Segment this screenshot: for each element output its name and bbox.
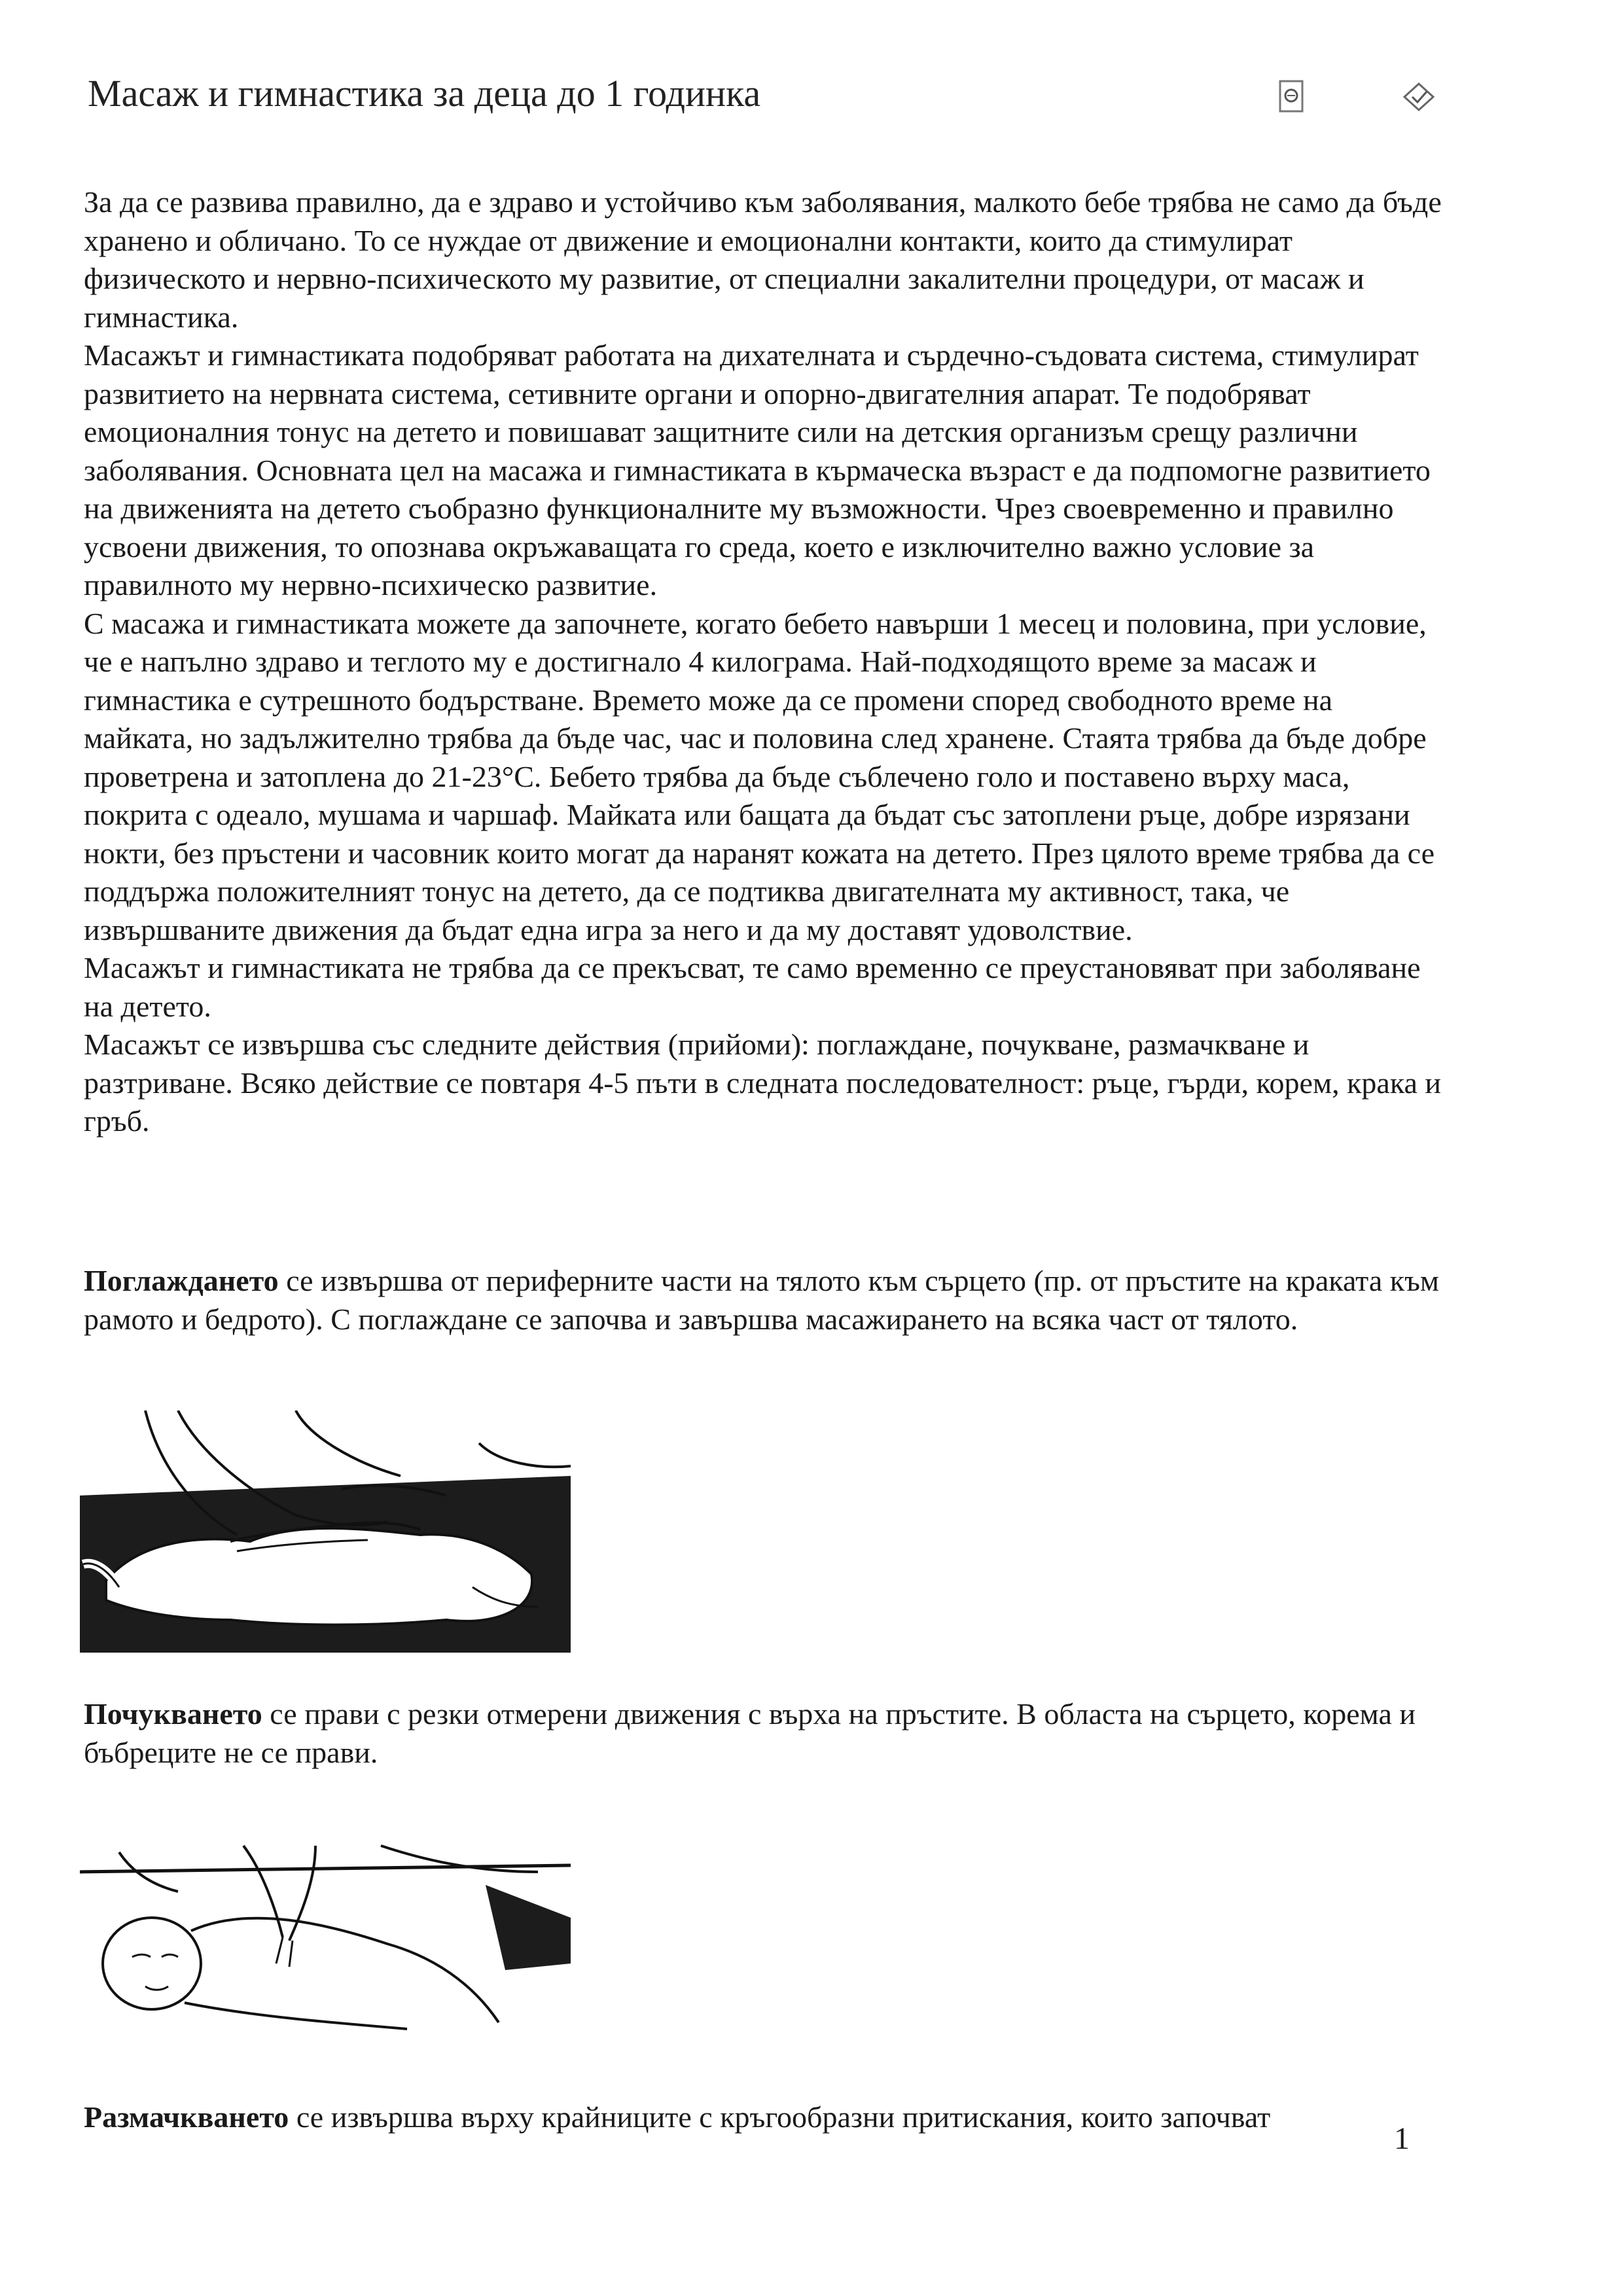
section-term: Поглаждането	[84, 1264, 279, 1297]
paragraph: Масажът и гимнастиката не трябва да се прекъсват, те само временно се преустановяват при заболяване на детето.	[84, 951, 1421, 1023]
page-title: Масаж и гимнастика за деца до 1 годинка	[88, 72, 761, 115]
stamp-mark-icon	[1399, 77, 1438, 120]
section-text: се извършва от периферните части на тялото към сърцето (пр. от пръстите на краката към рамото и бедрото). С поглаждане се започва и завършва масажирането на всяка част от тялото.	[84, 1264, 1440, 1336]
section-term: Почукването	[84, 1697, 262, 1731]
stroking-illustration	[80, 1410, 571, 1656]
paragraph: Масажът и гимнастиката подобряват работата на дихателната и сърдечно-съдовата система, стимулират развитието на нервната система, сетивните органи и опорно-двигателния апарат. Те подобряват емоционалния тонус на детето и повишават защитните сили на детския организъм срещу различни заболявания. Основната цел на масажа и гимнастиката в кърмаческа възраст е да подпомогне развитието на движенията на детето съобразно функционалните му възможности. Чрез своевременно и правилно усвоени движения, то опознава окръжаващата го среда, което е изключително важно условие за правилното му нервно-психическо развитие.	[84, 338, 1431, 601]
paragraph: Масажът се извършва със следните действия (прийоми): поглаждане, почукване, размачкване и разтриване. Всяко действие се повтаря 4-5 пъти в следната последователност: ръце, гърди, корем, крака и гръб.	[84, 1028, 1442, 1138]
section-kneading	[84, 2098, 1393, 2137]
section-term: Размачкването	[84, 2100, 289, 2134]
section-stroking	[84, 1262, 1445, 1338]
paragraph: С масажа и гимнастиката можете да започнете, когато бебето навърши 1 месец и половина, при условие, че е напълно здраво и теглото му е достигнало 4 килограма. Най-подходящото време за масаж и гимнастика е сутрешното бодърстване. Времето може да се промени според свободното време на майката, но задължително трябва да бъде час, час и половина след хранене. Стаята трябва да бъде добре проветрена и затоплена до 21-23°С. Бебето трябва да бъде съблечено голо и поставено върху маса, покрита с одеало, мушама и чаршаф. Майката или бащата да бъдат със затоплени ръце, добре изрязани нокти, без пръстени и часовник които могат да наранят кожата на детето. През цялото време трябва да се поддържа положителният тонус на детето, да се подтиква двигателната му активност, така, че извършваните движения да бъдат една игра за него и да му доставят удоволствие.	[84, 606, 1435, 946]
section-text: се извършва върху крайниците с кръгообразни притискания, които започват	[289, 2100, 1271, 2134]
page-number: 1	[1394, 2121, 1410, 2156]
section-text: се прави с резки отмерени движения с върха на пръстите. В областа на сърцето, корема и бъбреците не се прави.	[84, 1697, 1416, 1769]
paragraph: За да се развива правилно, да е здраво и устойчиво към заболявания, малкото бебе трябва не само да бъде хранено и обличано. То се нуждае от движение и емоционални контакти, които да стимулират физическото и нервно-психическото му развитие, от специални закалителни процедури, от масаж и гимнастика.	[84, 185, 1442, 334]
intro-text	[84, 183, 1445, 1141]
corner-marks	[1276, 77, 1446, 130]
section-tapping	[84, 1695, 1445, 1772]
scanner-mark-icon	[1276, 77, 1308, 120]
tapping-illustration	[80, 1833, 571, 2045]
